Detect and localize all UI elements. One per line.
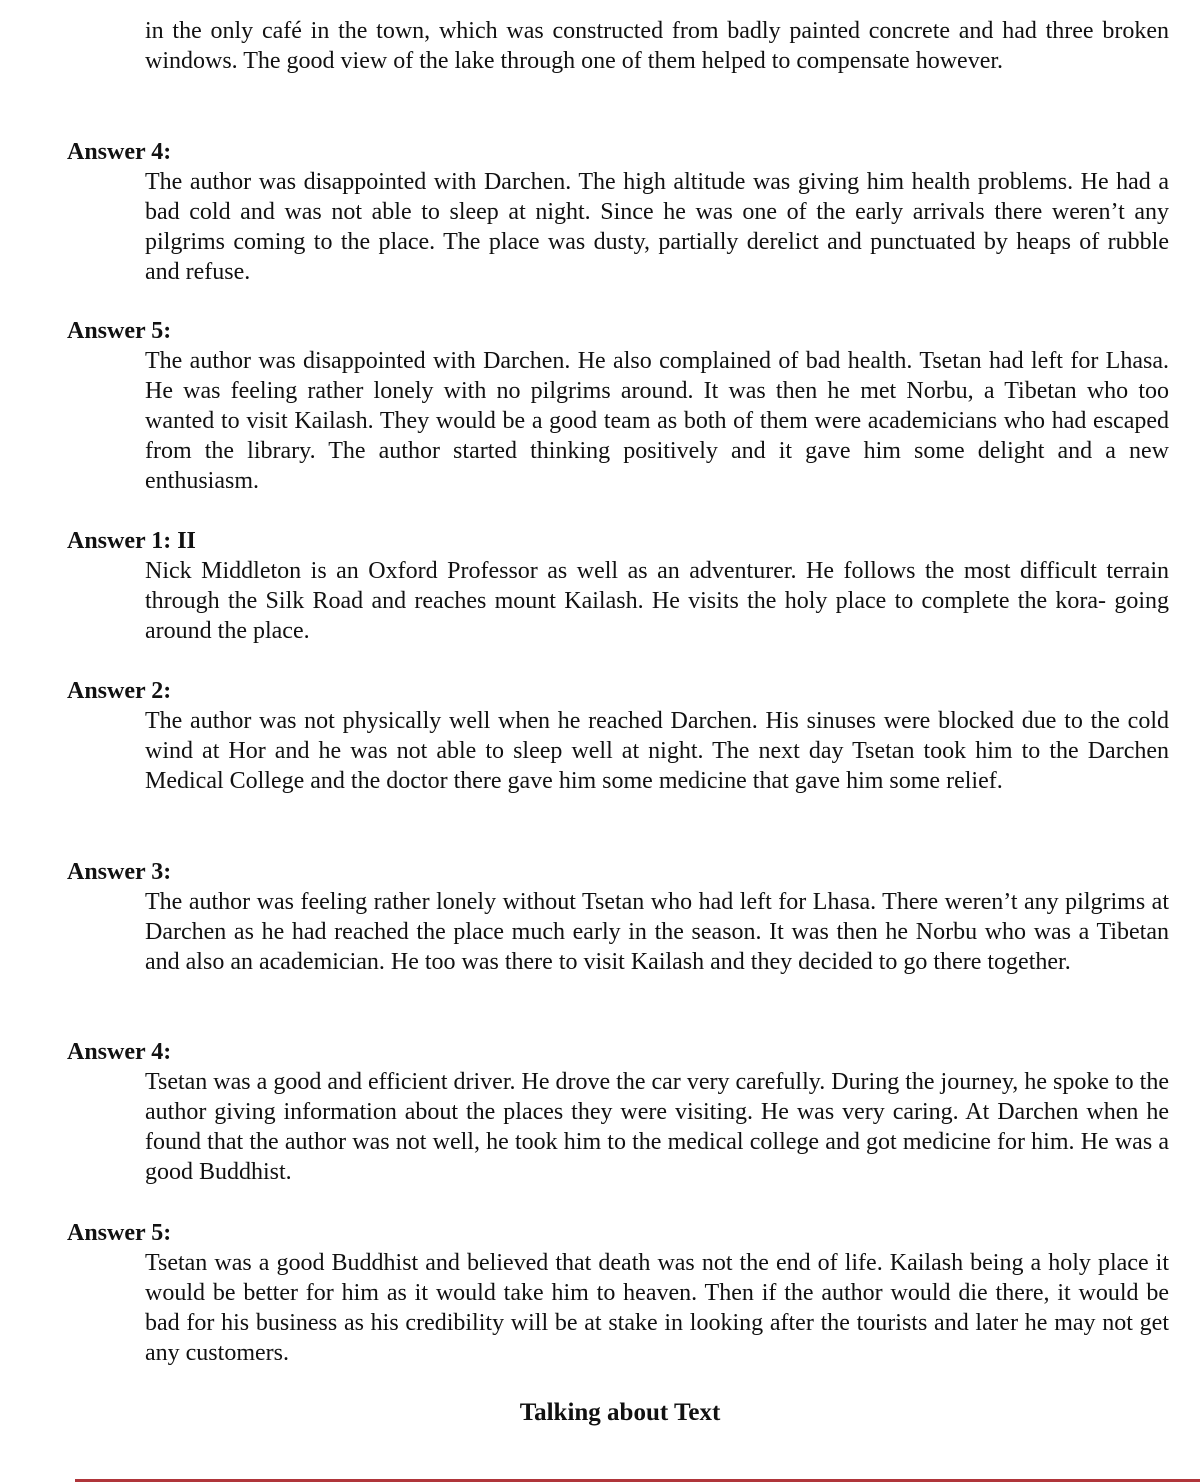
answer-heading: Answer 1: II — [67, 528, 196, 554]
answer-text: The author was disappointed with Darchen. He also complained of bad health. Tsetan had left for Lhasa. He was feeling rather lonely with no pilgrims around. It was then he met Norbu, a Tibetan who too wanted to visit Kailash. They would be a good team as both of them were academicians who had escaped from the library. The author started thinking positively and it gave him some delight and a new enthusiasm. — [145, 348, 1169, 494]
answer-heading: Answer 5: — [67, 318, 172, 344]
answer-heading: Answer 5: — [67, 1220, 172, 1246]
answer-heading: Answer 4: — [67, 1039, 172, 1065]
answer-text: The author was disappointed with Darchen. The high altitude was giving him health problems. He had a bad cold and was not able to sleep at night. Since he was one of the early arrivals there weren’t any pilgrims coming to the place. The place was dusty, partially derelict and punctuated by heaps of rubble and refuse. — [145, 169, 1169, 285]
intro-paragraph: in the only café in the town, which was constructed from badly painted concrete and had three broken windows. The good view of the lake through one of them helped to compensate however. — [145, 18, 1169, 74]
answer-heading: Answer 3: — [67, 859, 172, 885]
bottom-divider — [75, 1479, 1200, 1482]
answer-text: Tsetan was a good Buddhist and believed that death was not the end of life. Kailash being a holy place it would be better for him as it would take him to heaven. Then if the author would die there, it would be bad for his business as his credibility will be at stake in looking after the tourists and later he may not get any customers. — [145, 1250, 1169, 1366]
answer-text: Nick Middleton is an Oxford Professor as well as an adventurer. He follows the most difficult terrain through the Silk Road and reaches mount Kailash. He visits the holy place to complete the kora- going around the place. — [145, 558, 1169, 644]
answer-text: Tsetan was a good and efficient driver. He drove the car very carefully. During the journey, he spoke to the author giving information about the places they were visiting. He was very caring. At Darchen when he found that the author was not well, he took him to the medical college and got medicine for him. He was a good Buddhist. — [145, 1069, 1169, 1185]
answer-heading: Answer 2: — [67, 678, 172, 704]
answer-text: The author was feeling rather lonely without Tsetan who had left for Lhasa. There weren’t any pilgrims at Darchen as he had reached the place much early in the season. It was then he Norbu who was a Tibetan and also an academician. He too was there to visit Kailash and they decided to go there together. — [145, 889, 1169, 975]
answer-heading: Answer 4: — [67, 139, 172, 165]
section-title: Talking about Text — [519, 1399, 721, 1426]
answer-text: The author was not physically well when he reached Darchen. His sinuses were blocked due to the cold wind at Hor and he was not able to sleep well at night. The next day Tsetan took him to the Darchen Medical College and the doctor there gave him some medicine that gave him some relief. — [145, 708, 1169, 794]
